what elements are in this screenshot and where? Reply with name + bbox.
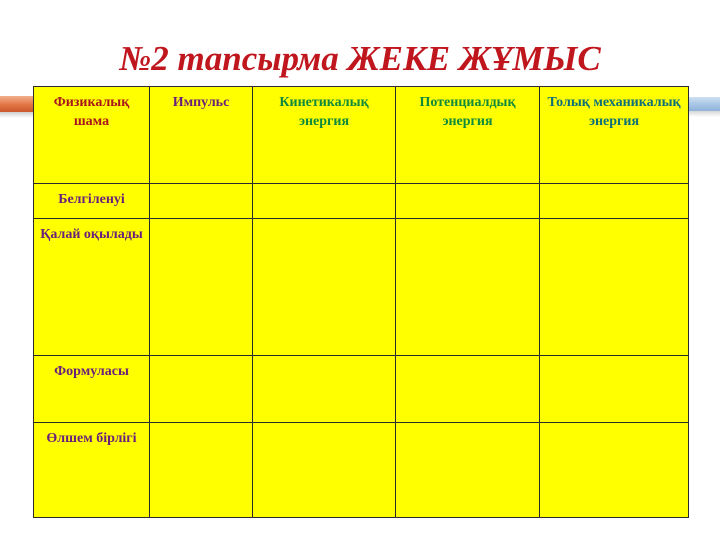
decorative-bar-right: [688, 97, 720, 111]
table-row: [34, 356, 689, 423]
row-label-unit: Өлшем бірлігі: [34, 423, 150, 518]
table-cell[interactable]: [396, 423, 540, 518]
table-cell[interactable]: [253, 219, 396, 356]
page-title: №2 тапсырма ЖЕКЕ ЖҰМЫС: [119, 39, 601, 78]
row-label-notation: Белгіленуі: [34, 184, 150, 219]
table-cell[interactable]: [253, 356, 396, 423]
table-cell[interactable]: [540, 219, 689, 356]
row-label-formula: Формуласы: [34, 356, 150, 423]
table-cell[interactable]: [253, 184, 396, 219]
header-cell-mechanical-energy: Толық механикалық энергия: [540, 87, 689, 184]
table-cell[interactable]: [540, 423, 689, 518]
table-cell[interactable]: [396, 219, 540, 356]
table-cell[interactable]: [396, 184, 540, 219]
decorative-bar-right-shadow: [688, 111, 720, 117]
table-header-row: [34, 87, 689, 184]
header-cell-potential-energy: Потенциалдық энергия: [396, 87, 540, 184]
table-cell[interactable]: [150, 184, 253, 219]
header-cell-quantity: Физикалық шама: [34, 87, 150, 184]
table-cell[interactable]: [150, 356, 253, 423]
table-row: [34, 184, 689, 219]
table-cell[interactable]: [253, 423, 396, 518]
header-cell-impulse: Импульс: [150, 87, 253, 184]
row-label-how-read: Қалай оқылады: [34, 219, 150, 356]
table-cell[interactable]: [540, 184, 689, 219]
table-row: [34, 423, 689, 518]
assignment-table: [33, 86, 689, 518]
table-cell[interactable]: [150, 423, 253, 518]
table-cell[interactable]: [150, 219, 253, 356]
table-cell[interactable]: [396, 356, 540, 423]
header-cell-kinetic-energy: Кинетикалық энергия: [253, 87, 396, 184]
table-cell[interactable]: [540, 356, 689, 423]
table-row: [34, 219, 689, 356]
